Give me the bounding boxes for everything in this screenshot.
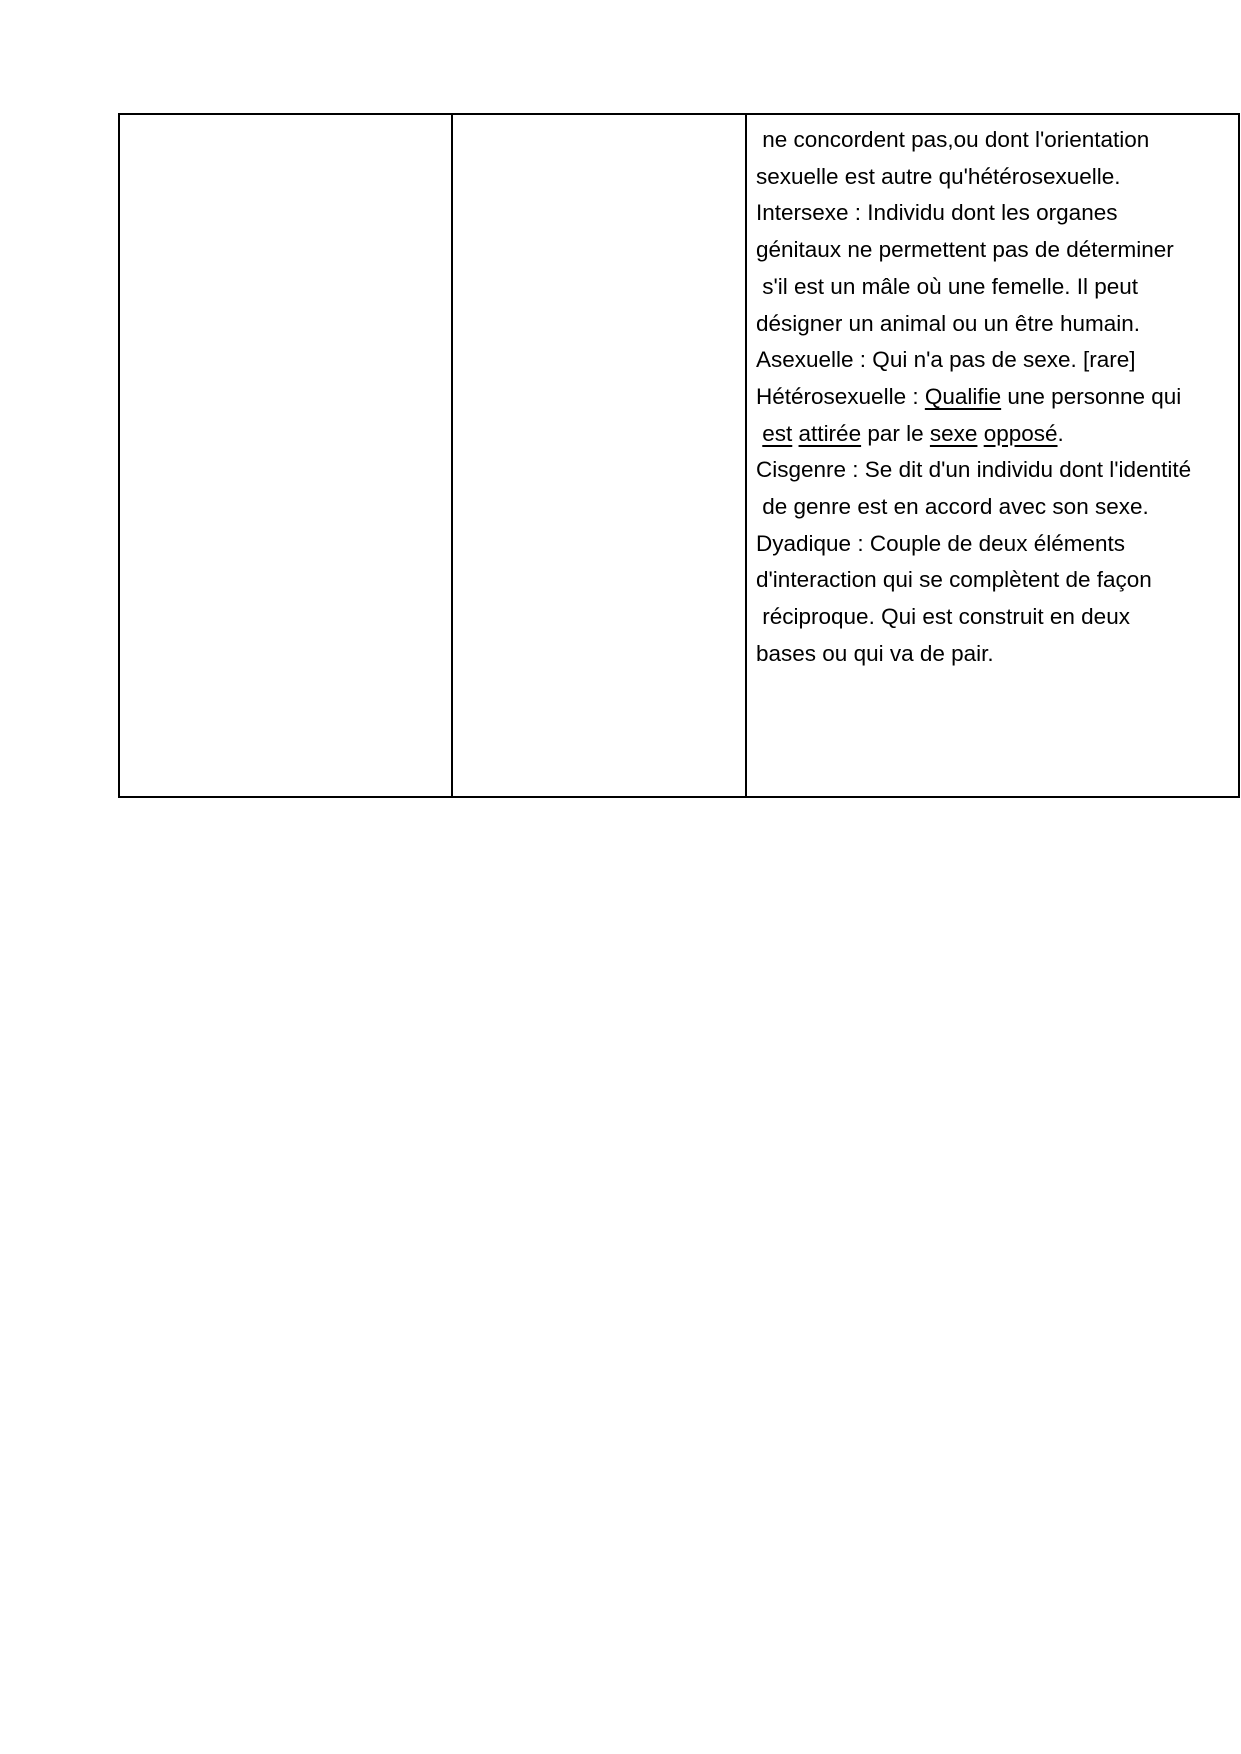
empty-cell-1 xyxy=(119,114,452,797)
text-line xyxy=(756,452,1232,489)
text-line xyxy=(756,489,1232,526)
text-segment: ne concordent pas,ou dont l'orientation xyxy=(756,127,1150,152)
text-line xyxy=(756,195,1232,232)
text-line xyxy=(756,122,1232,159)
underlined-term: est xyxy=(762,420,793,446)
text-line xyxy=(756,379,1232,416)
text-segment: par le xyxy=(861,420,930,446)
text-line xyxy=(756,599,1232,636)
text-line xyxy=(756,159,1232,196)
text-segment: Intersexe : Individu dont les organes xyxy=(756,200,1118,226)
text-line xyxy=(756,526,1232,563)
underlined-term: sexe xyxy=(929,420,978,446)
text-line xyxy=(756,306,1232,343)
text-segment: Cisgenre : Se dit d'un individu dont l'identité xyxy=(756,457,1192,483)
text-line xyxy=(756,416,1232,453)
text-segment: génitaux ne permettent pas de déterminer xyxy=(756,237,1174,263)
text-line xyxy=(756,269,1232,306)
text-line xyxy=(756,342,1232,379)
text-segment: Asexuelle : Qui n'a pas de sexe. [rare] xyxy=(756,347,1136,373)
text-segment: s'il est un mâle où une femelle. Il peut xyxy=(756,273,1139,299)
underlined-term: opposé xyxy=(983,420,1058,446)
text-segment: . xyxy=(1057,420,1064,446)
text-line xyxy=(756,562,1232,599)
text-segment: de genre est en accord avec son sexe. xyxy=(756,494,1149,520)
definitions-cell xyxy=(746,114,1239,797)
text-line xyxy=(756,232,1232,269)
underlined-term: attirée xyxy=(798,420,862,446)
text-segment: d'interaction qui se complètent de façon xyxy=(756,567,1152,593)
table-row xyxy=(119,114,1239,797)
text-segment: Hétérosexuelle : xyxy=(756,383,925,409)
empty-cell-2 xyxy=(452,114,746,797)
text-segment: réciproque. Qui est construit en deux xyxy=(756,604,1130,630)
underlined-term: Qualifie xyxy=(924,383,1002,409)
text-segment: désigner un animal ou un être humain. xyxy=(756,310,1140,336)
text-segment: sexuelle est autre qu'hétérosexuelle. xyxy=(756,163,1121,189)
text-segment: bases ou qui va de pair. xyxy=(756,640,994,666)
text-segment: une personne qui xyxy=(1001,383,1182,409)
text-segment: Dyadique : Couple de deux éléments xyxy=(756,530,1125,556)
text-line xyxy=(756,636,1232,673)
definitions-table xyxy=(118,113,1240,798)
